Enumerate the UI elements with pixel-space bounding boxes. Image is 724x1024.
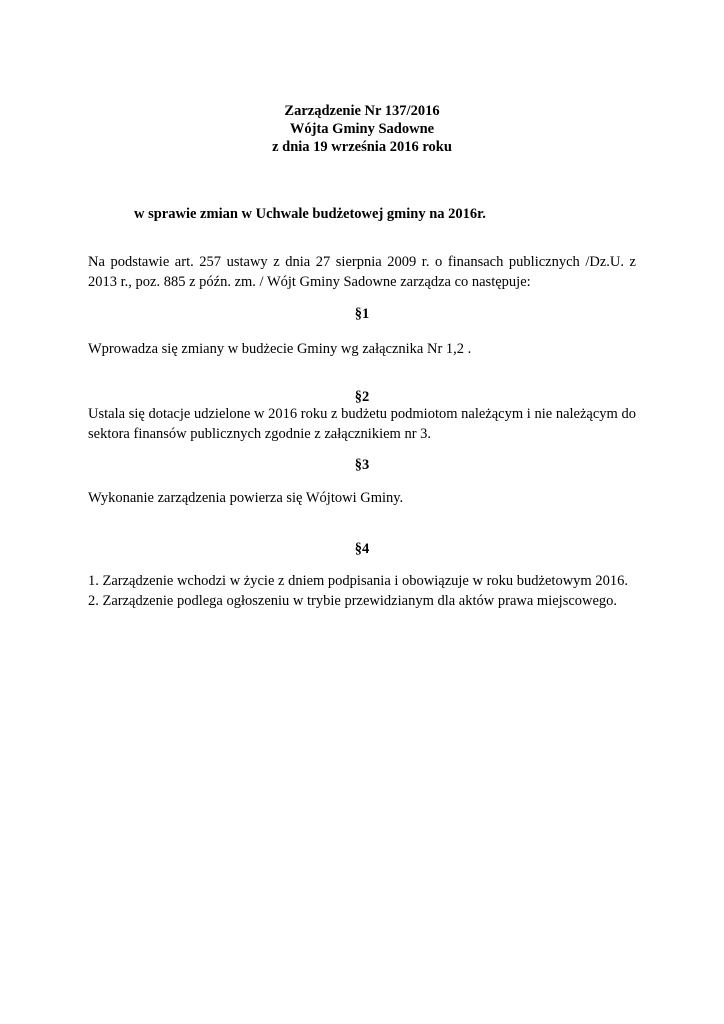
section-4-item-2: 2. Zarządzenie podlega ogłoszeniu w trybie przewidzianym dla aktów prawa miejscowego. bbox=[88, 593, 618, 609]
section-1-sign: §1 bbox=[354, 306, 370, 322]
ordinance-date: z dnia 19 września 2016 roku bbox=[272, 139, 452, 155]
document-subject: w sprawie zmian w Uchwale budżetowej gminy na 2016r. bbox=[134, 206, 486, 222]
document-header bbox=[0, 102, 724, 156]
section-4-sign: §4 bbox=[354, 541, 370, 557]
section-3-sign: §3 bbox=[354, 457, 370, 473]
section-2-text: Ustala się dotacje udzielone w 2016 roku z budżetu podmiotom należącym i nie należącym do sektora finansów publicznych zgodnie z załącznikiem nr 3. bbox=[88, 406, 636, 442]
section-4-item-1: 1. Zarządzenie wchodzi w życie z dniem podpisania i obowiązuje w roku budżetowym 2016. bbox=[88, 573, 628, 589]
issuer: Wójta Gminy Sadowne bbox=[289, 121, 435, 137]
section-1-text: Wprowadza się zmiany w budżecie Gminy wg załącznika Nr 1,2 . bbox=[88, 341, 472, 357]
section-3-text: Wykonanie zarządzenia powierza się Wójtowi Gminy. bbox=[88, 490, 404, 506]
ordinance-number: Zarządzenie Nr 137/2016 bbox=[284, 103, 440, 119]
section-2-sign: §2 bbox=[354, 389, 370, 405]
section-4-list bbox=[88, 571, 636, 611]
preamble-paragraph: Na podstawie art. 257 ustawy z dnia 27 sierpnia 2009 r. o finansach publicznych /Dz.U. z 2013 r., poz. 885 z późn. zm. / Wójt Gminy Sadowne zarządza co następuje: bbox=[88, 254, 636, 290]
